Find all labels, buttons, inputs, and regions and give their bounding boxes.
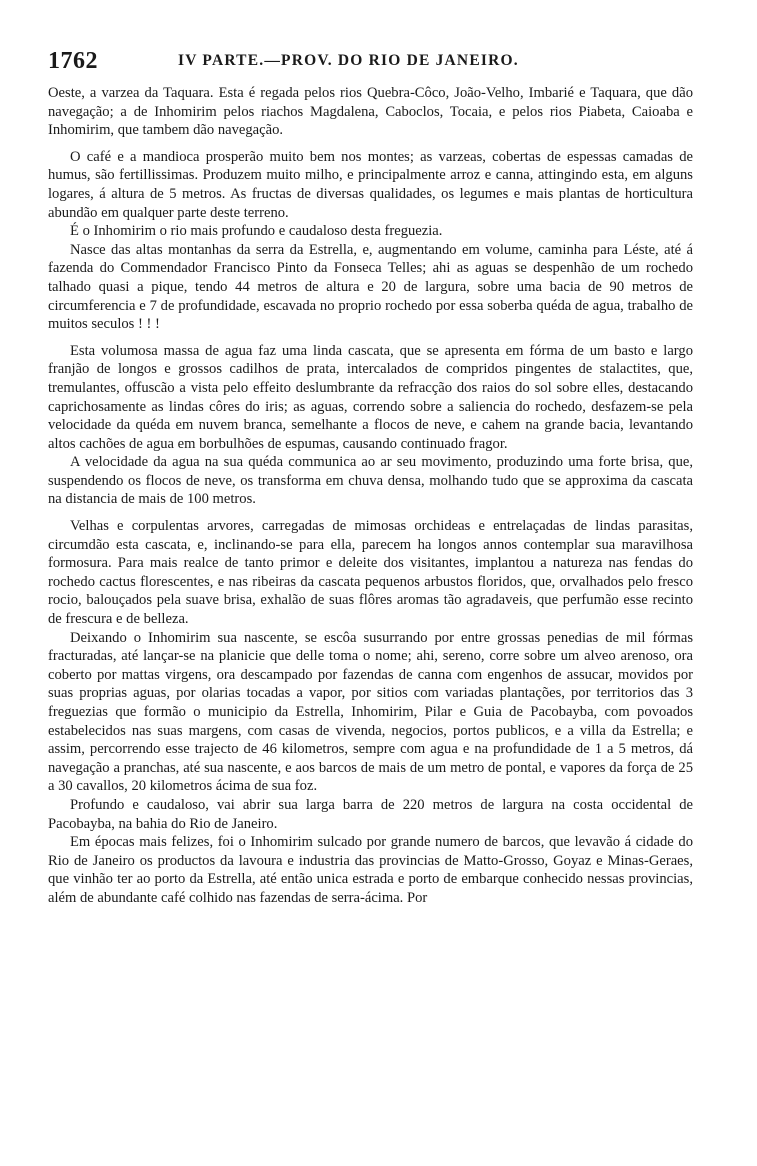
paragraph: A velocidade da agua na sua quéda communica ao ar seu movimento, produzindo uma forte brisa, que, suspendendo os flocos de neve, os transforma em chuva densa, molhando tudo que se approxima da cascata na distancia de mais de 100 metros. — [48, 454, 693, 508]
running-title: IV PARTE.—PROV. DO RIO DE JANEIRO. — [178, 52, 519, 69]
body-text — [48, 84, 693, 908]
paragraph: É o Inhomirim o rio mais profundo e caudaloso desta freguezia. — [70, 223, 443, 240]
paragraph: Velhas e corpulentas arvores, carregadas de mimosas orchideas e entrelaçadas de lindas parasitas, circumdão esta cascata, e, inclinando-se para ella, parecem ha longos annos contemplar sua maravilhosa formosura. Para mais realce de tanto primor e deleite dos visitantes, implantou a natureza nas fendas do rochedo cactus florescentes, e nas ribeiras da cascata pequenos arbustos floridos, que, orvalhados pelo fresco rocio, balouçados pela suave brisa, exhalão de suas flôres aromas tão agradaveis, que perfumão esse recinto de frescura e de belleza. — [48, 518, 693, 628]
paragraph: Esta volumosa massa de agua faz uma linda cascata, que se apresenta em fórma de um basto e largo franjão de longos e grossos cadilhos de prata, intercalados de compridos pingentes de stalactites, que, tremulantes, offuscão a vista pelo effeito deslumbrante da refracção dos raios do sol sobre elles, destacando caprichosamente as lindas côres do iris; as aguas, correndo sobre a saliencia do rochedo, desfazem-se pela velocidade da quéda em nuvem branca, semelhante a flocos de neve, e cahem na grande bacia, levantando altos cachões de agua em borbulhões de espumas, causando continuado fragor. — [48, 342, 693, 452]
page-number: 1762 — [48, 48, 98, 74]
paragraph: O café e a mandioca prosperão muito bem nos montes; as varzeas, cobertas de espessas camadas de humus, são fertillissimas. Produzem muito milho, e principalmente arroz e canna, attingindo esta, em alguns logares, á altura de 5 metros. As fructas de diversas qualidades, os legumes e mais plantas de horticultura abundão em qualquer parte deste terreno. — [48, 148, 693, 221]
paragraph: Profundo e caudaloso, vai abrir sua larga barra de 220 metros de largura na costa occidental de Pacobayba, na bahia do Rio de Janeiro. — [48, 796, 693, 832]
book-page — [48, 48, 693, 908]
paragraph: Deixando o Inhomirim sua nascente, se escôa susurrando por entre grossas penedias de mil fórmas fracturadas, até lançar-se na planicie que delle toma o nome; ahi, sereno, corre sobre um alveo arenoso, ora coberto por mattas virgens, ora descampado por fazendas de canna com engenhos de assucar, movidos por suas proprias aguas, por olarias tocadas a vapor, por sitios com variadas plantações, por territorios das 3 freguezias que formão o municipio da Estrella, Inhomirim, Pilar e Guia de Pacobayba, com povoados estabelecidos nas suas margens, com casas de vivenda, negocios, portos publicos, e a villa da Estrella; e assim, percorrendo esse trajecto de 46 kilometros, sempre com agua e na profundidade de 1 a 5 metros, dá navegação a pranchas, até sua nascente, e aos barcos de mais de um metro de pontal, e vapores da força de 25 a 30 cavallos, 20 kilometros ácima de sua foz. — [48, 629, 693, 795]
paragraph: Oeste, a varzea da Taquara. Esta é regada pelos rios Quebra-Côco, João-Velho, Imbarié e Taquara, que dão navegação; a de Inhomirim pelos riachos Magdalena, Caboclos, Tocaia, e pelos rios Piabeta, Caioaba e Inhomirim, que tambem dão navegação. — [48, 85, 693, 139]
paragraph: Nasce das altas montanhas da serra da Estrella, e, augmentando em volume, caminha para Léste, até á fazenda do Commendador Francisco Pinto da Fonseca Telles; ahi as aguas se despenhão de um rochedo talhado quasi a pique, tendo 44 metros de altura e 20 de largura, sobre uma bacia de 90 metros de circumferencia e 7 de profundidade, escavada no proprio rochedo por essa soberba quéda de agua, trabalho de muitos seculos ! ! ! — [48, 241, 693, 333]
paragraph: Em épocas mais felizes, foi o Inhomirim sulcado por grande numero de barcos, que levavão á cidade do Rio de Janeiro os productos da lavoura e industria das provincias de Matto-Grosso, Goyaz e Minas-Geraes, que vinhão ter ao porto da Estrella, até então unica estrada e porto de embarque conhecido nessas provincias, além de abundante café colhido nas fazendas de serra-ácima. Por — [48, 834, 693, 906]
page-header — [48, 48, 693, 84]
